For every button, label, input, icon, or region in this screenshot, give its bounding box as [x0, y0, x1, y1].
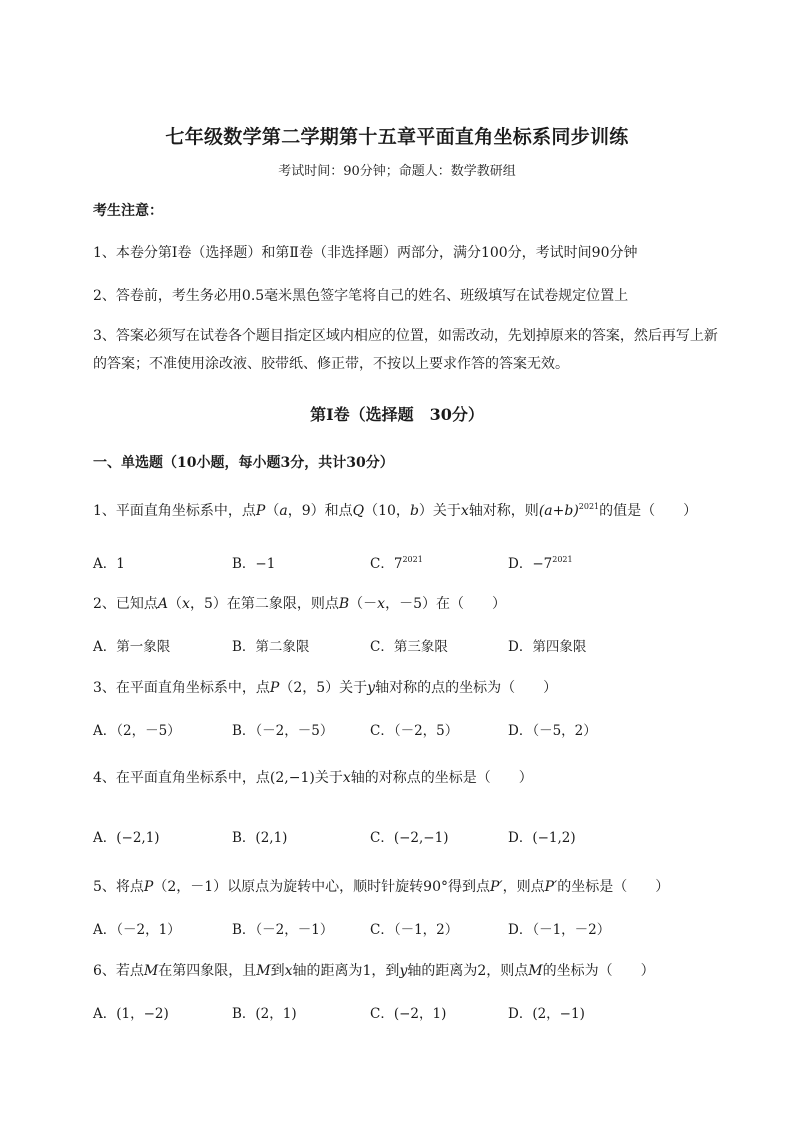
question-5-option-b[interactable]: B．（－2，－1）: [232, 922, 334, 938]
question-3-option-a[interactable]: A．（2，－5）: [93, 723, 181, 739]
question-3-option-c[interactable]: C．（－2，5）: [370, 723, 459, 739]
question-5-option-a[interactable]: A．（－2，1）: [93, 922, 181, 938]
question-5-option-d[interactable]: D．（－1，－2）: [508, 922, 611, 938]
point-b: B: [338, 596, 350, 612]
stem-text: （10，: [364, 503, 410, 519]
stem-text: 在第四象限，且: [158, 963, 257, 979]
option-exponent: 2021: [552, 555, 573, 564]
point-m: M: [528, 963, 543, 979]
question-1-stem: [93, 500, 697, 520]
page-title: 七年级数学第二学期第十五章平面直角坐标系同步训练: [165, 126, 629, 148]
option-value: (2,1): [255, 830, 288, 846]
option-value: (−2,−1): [393, 830, 449, 846]
var-x: x: [460, 503, 469, 519]
var-x: x: [182, 596, 190, 612]
stem-text: （－: [349, 596, 378, 612]
question-4-option-b[interactable]: [232, 826, 287, 846]
var-x: x: [342, 770, 351, 786]
question-3-stem: [93, 677, 557, 697]
question-5-option-c[interactable]: C．（－1，2）: [370, 922, 459, 938]
point-p: P: [143, 879, 154, 895]
question-1-option-b[interactable]: [232, 552, 275, 572]
question-6-option-d[interactable]: D．(2，−1): [508, 1006, 585, 1022]
stem-text: 5、将点: [93, 879, 144, 895]
stem-text: 轴对称的点的坐标为（ ）: [375, 680, 558, 696]
question-6-option-b[interactable]: B．(2，1): [232, 1006, 297, 1022]
expression: (a+b): [538, 503, 579, 519]
section-title: 第I卷（选择题 30分）: [310, 405, 484, 424]
var-x: x: [377, 596, 386, 612]
question-6-option-c[interactable]: C．(−2，1): [370, 1006, 447, 1022]
stem-text: ，9）和点: [287, 503, 353, 519]
stem-text: ，5）在第二象限，则点: [189, 596, 339, 612]
option-value: (−1,2): [532, 830, 576, 846]
stem-text: ）关于: [418, 503, 461, 519]
stem-text: 6、若点: [93, 963, 144, 979]
point-m: M: [256, 963, 271, 979]
stem-text: （: [265, 503, 280, 519]
question-2-option-a[interactable]: A．第一象限: [93, 639, 171, 655]
question-2-option-b[interactable]: B．第二象限: [232, 639, 310, 655]
var-x: x: [284, 963, 293, 979]
stem-text: ，则点: [502, 879, 545, 895]
stem-text: （2，5）关于: [279, 680, 368, 696]
option-label: C．: [370, 830, 394, 846]
stem-text: 的坐标是（ ）: [557, 879, 670, 895]
stem-text: 3、在平面直角坐标系中，点: [93, 680, 270, 696]
question-2-option-c[interactable]: C．第三象限: [370, 639, 448, 655]
point-p: P: [255, 503, 266, 519]
option-base: 7: [393, 556, 403, 572]
stem-text: 2、已知点: [93, 596, 158, 612]
point-p: P: [269, 680, 280, 696]
var-b: b: [409, 503, 419, 519]
question-4-option-d[interactable]: [508, 826, 576, 846]
point-p-prime: P′: [489, 879, 503, 895]
question-4-option-c[interactable]: [370, 826, 448, 846]
notice-heading: 考生注意：: [93, 203, 163, 219]
question-5-stem: [93, 876, 669, 896]
option-label: D．: [508, 556, 533, 572]
point-coordinate: (2,−1): [269, 770, 315, 786]
stem-text: 轴的距离为2，则点: [407, 963, 529, 979]
question-1-option-d[interactable]: [508, 552, 573, 572]
notice-item-3: 3、答案必须写在试卷各个题目指定区域内相应的位置，如需改动，先划掉原来的答案，然后再写上新: [93, 328, 718, 344]
stem-text: 到: [270, 963, 285, 979]
stem-text: 关于: [314, 770, 343, 786]
question-4-stem: [93, 767, 533, 787]
question-2-stem: [93, 593, 506, 613]
point-p-prime: P′: [544, 879, 558, 895]
option-label: C．: [370, 556, 394, 572]
stem-text: （2，－1）以原点为旋转中心，顺时针旋转90°得到点: [153, 879, 490, 895]
point-q: Q: [352, 503, 365, 519]
question-3-option-d[interactable]: D．（－5，2）: [508, 723, 597, 739]
question-4-option-a[interactable]: [93, 826, 160, 846]
stem-text: （: [168, 596, 183, 612]
point-a: A: [157, 596, 169, 612]
stem-text: 4、在平面直角坐标系中，点: [93, 770, 270, 786]
question-2-option-d[interactable]: D．第四象限: [508, 639, 587, 655]
question-3-option-b[interactable]: B．（－2，－5）: [232, 723, 334, 739]
option-label: B．: [232, 556, 256, 572]
exam-subtitle: 考试时间：90分钟；命题人：数学教研组: [278, 164, 516, 179]
option-value: (−2,1): [116, 830, 160, 846]
option-label: A．: [93, 830, 117, 846]
option-base: −7: [532, 556, 553, 572]
stem-text: ，－5）在（ ）: [385, 596, 506, 612]
var-y: y: [399, 963, 408, 979]
point-m: M: [143, 963, 159, 979]
stem-text: 1、平面直角坐标系中，点: [93, 503, 256, 519]
question-6-option-a[interactable]: A．(1，−2): [93, 1006, 169, 1022]
stem-text: 轴的对称点的坐标是（ ）: [350, 770, 533, 786]
stem-text: 的值是（ ）: [599, 503, 698, 519]
question-group-heading: 一、单选题（10小题，每小题3分，共计30分）: [93, 455, 394, 471]
question-1-option-a[interactable]: A．1: [93, 556, 125, 572]
notice-item-3-continued: 的答案；不准使用涂改液、胶带纸、修正带，不按以上要求作答的答案无效。: [93, 356, 569, 372]
question-1-option-c[interactable]: [370, 552, 423, 572]
question-6-stem: [93, 960, 655, 980]
notice-item-2: 2、答卷前，考生务必用0.5毫米黑色签字笔将自己的姓名、班级填写在试卷规定位置上: [93, 288, 629, 304]
option-exponent: 2021: [402, 555, 423, 564]
option-value: −1: [255, 556, 276, 572]
stem-text: 轴对称，则: [468, 503, 539, 519]
option-label: D．: [508, 830, 533, 846]
stem-text: 轴的距离为1，到: [292, 963, 400, 979]
notice-item-1: 1、本卷分第I卷（选择题）和第Ⅱ卷（非选择题）两部分，满分100分，考试时间90分钟: [93, 245, 638, 261]
var-a: a: [279, 503, 288, 519]
exponent: 2021: [578, 502, 600, 511]
var-y: y: [367, 680, 376, 696]
option-label: B．: [232, 830, 256, 846]
stem-text: 的坐标为（ ）: [542, 963, 655, 979]
